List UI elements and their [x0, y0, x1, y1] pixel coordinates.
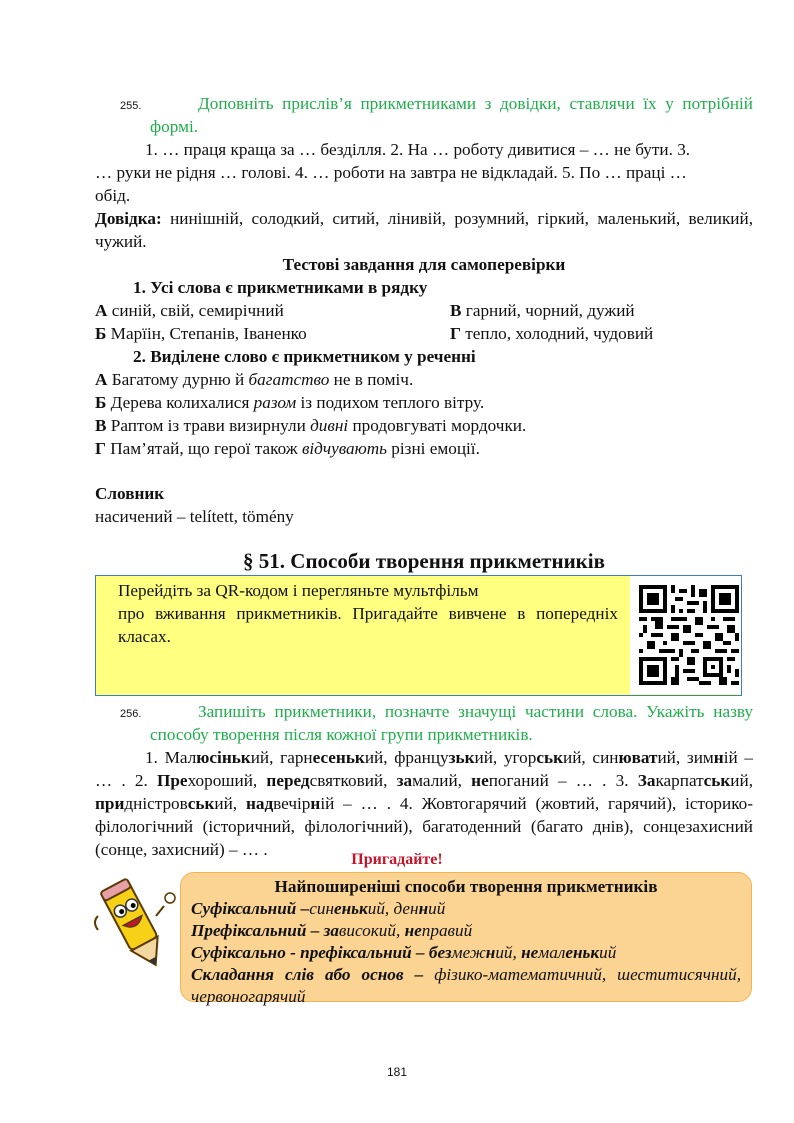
exercise-number: 255. [120, 100, 142, 112]
option-b: Б Марїін, Степанів, Іваненко [95, 324, 307, 343]
rule-prefix: Префіксальний – зависокий, неправий [191, 921, 473, 940]
pencil-mascot-icon [90, 878, 180, 974]
q2-option-b: Б Дерева колихалися разом із подихом теплого вітру. [95, 393, 485, 412]
question-2-title: 2. Виділене слово є прикметником у реченні [133, 347, 476, 366]
exercise-text-3: обід. [95, 186, 131, 205]
option-g: Г тепло, холодний, чудовий [450, 324, 654, 343]
rule-suffix-prefix: Суфіксально - префіксальний – безмежний, немаленький [191, 943, 617, 962]
rule-compound: Складання слів або основ – фізико-математичний, шеститисячний, червоногарячий [191, 965, 741, 1006]
option-a: А синій, свій, семирічний [95, 301, 284, 320]
exercise-256-text: 1. Малюсінький, гарнесенький, французький, угорський, синюватий, зимній – … . 2. Прехороший, передсвятковий, замалий, непоганий – … . 3. Закарпатський, придністровський, надвечірній – … . 4. Жовтогарячий (жовтий, гарячий), історико-філологічний (історичний, філологічний), багатоденний (багато днів), сонцезахисний (сонце, захисний) – … . [95, 748, 754, 859]
qr-code-icon[interactable] [639, 585, 739, 685]
tests-title: Тестові завдання для самоперевірки [282, 255, 566, 274]
q2-option-g: Г Пам’ятай, що герої також відчувають різні емоції. [95, 439, 480, 458]
exercise-255-header [95, 92, 753, 138]
remember-heading: Пригадайте! [351, 851, 443, 868]
exercise-instruction: Доповніть прислів’я прикметниками з довідки, ставлячи їх у потрібній формі. [150, 94, 753, 136]
exercise-number: 256. [120, 708, 142, 720]
qr-info-text: Перейдіть за QR-кодом і перегляньте мультфільм про вживання прикметників. Пригадайте вивчене в попередніх класах. [118, 581, 618, 646]
question-1-title: 1. Усі слова є прикметниками в рядку [133, 278, 428, 297]
hint-paragraph: Довідка: нинішній, солодкий, ситий, лінивій, розумний, гіркий, маленький, великий, чужий. [95, 209, 753, 251]
rule-suffix: Суфіксальний –синенький, денний [191, 899, 446, 918]
page-content [95, 92, 753, 594]
exercise-256-header [95, 700, 753, 746]
exercise-instruction: Запишіть прикметники, позначте значущі частини слова. Укажіть назву способу творення після кожної групи прикметників. [150, 702, 753, 744]
section-title: § 51. Способи творення прикметників [243, 549, 605, 573]
option-v: В гарний, чорний, дужий [450, 301, 635, 320]
qr-info-box [95, 575, 742, 696]
vocab-title: Словник [95, 484, 165, 503]
exercise-text-2: … руки не рідня … голові. 4. … роботи на завтра не відкладай. 5. По … праці … [95, 163, 687, 182]
q2-option-v: В Раптом із трави визирнули дивні продовгуваті мордочки. [95, 416, 527, 435]
q2-option-a: А Багатому дурню й багатство не в поміч. [95, 370, 414, 389]
page-number: 181 [386, 1065, 408, 1079]
rules-title: Найпоширеніші способи творення прикметників [274, 877, 658, 896]
question-1-options [95, 299, 753, 345]
qr-area [630, 576, 741, 694]
rules-box [180, 872, 752, 1006]
exercise-text: 1. … праця краща за … безділля. 2. На … роботу дивитися – … не бути. 3. [145, 140, 691, 159]
exercise-256 [95, 700, 753, 861]
vocab-entry: насичений – telített, tömény [95, 507, 294, 526]
